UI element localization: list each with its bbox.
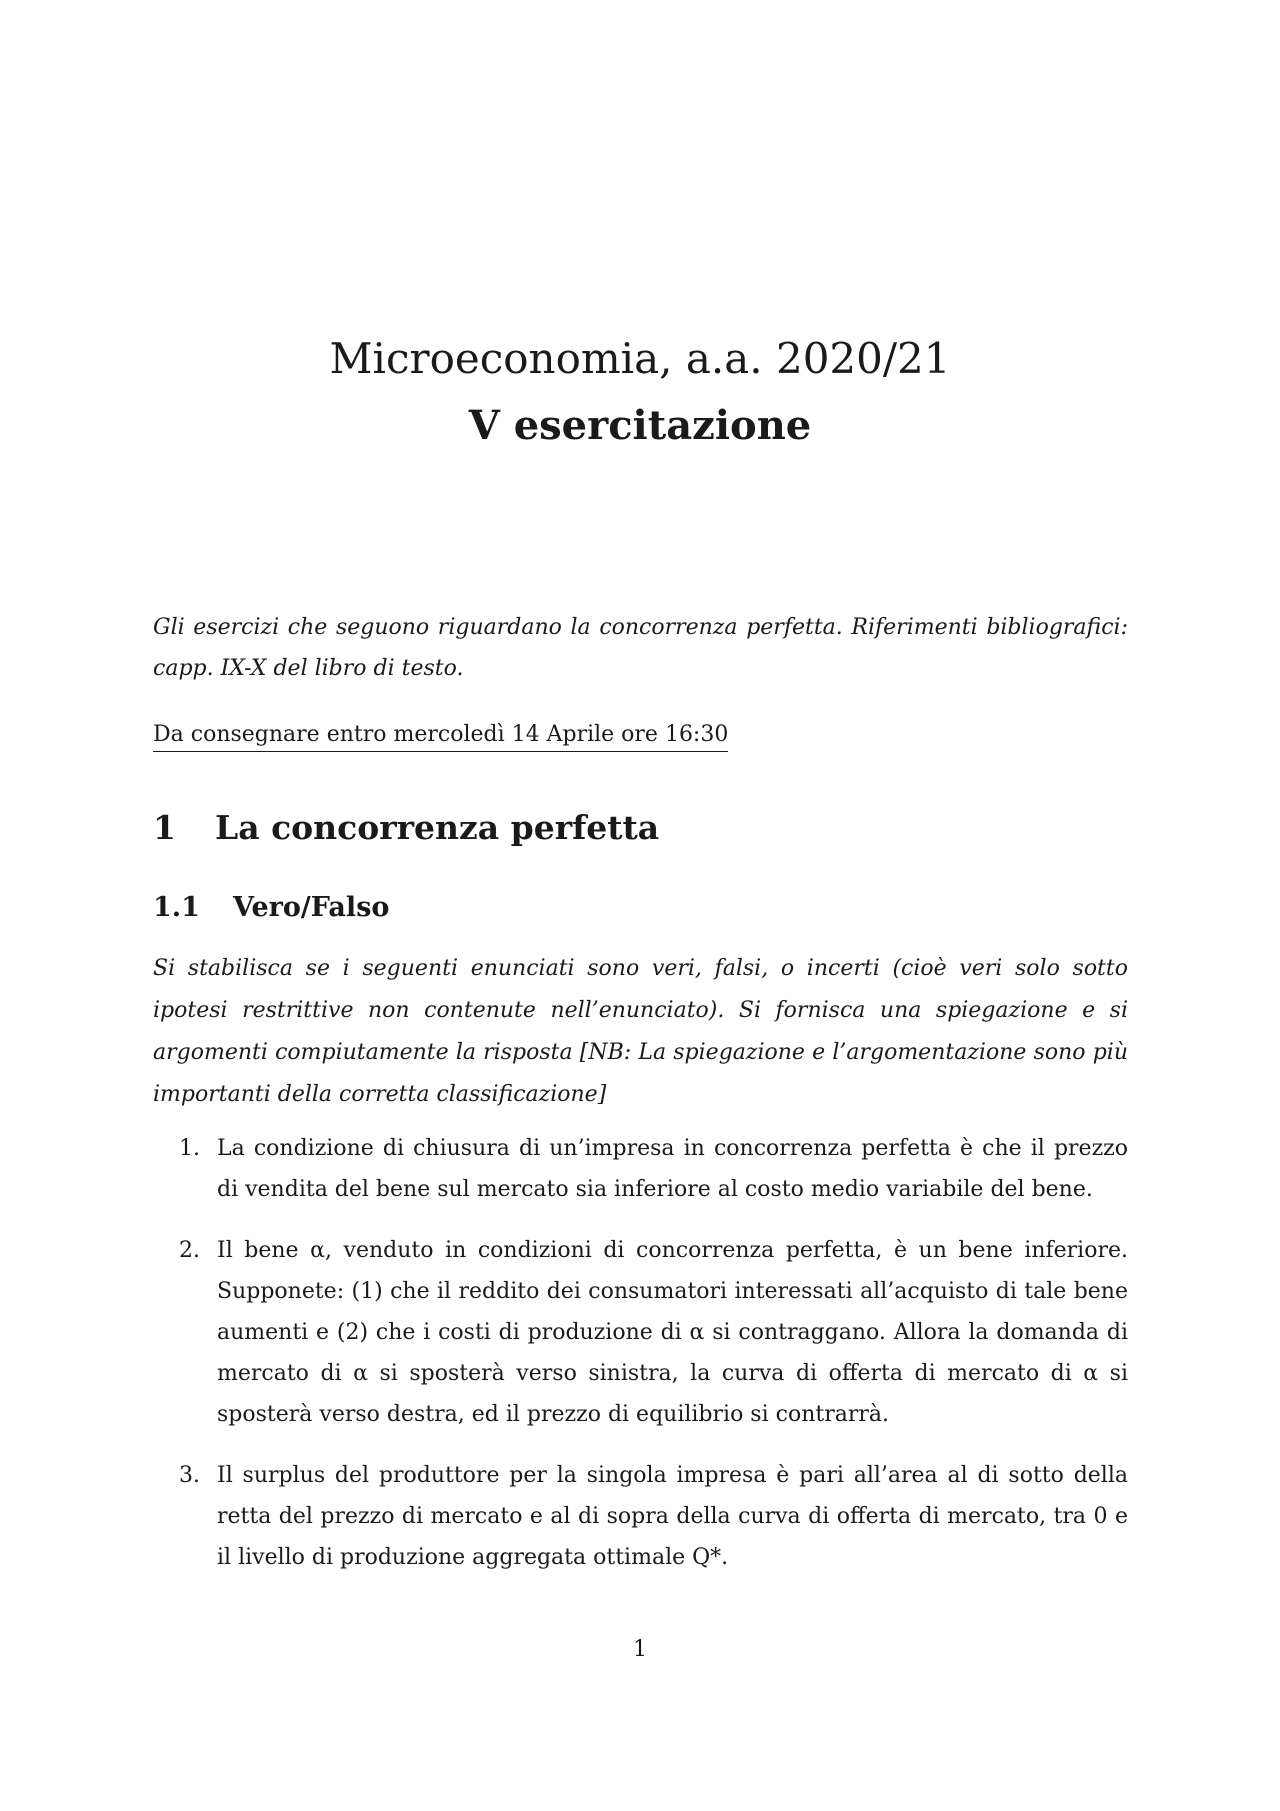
item-number: 2. bbox=[179, 1238, 200, 1263]
subsection-title: Vero/Falso bbox=[233, 892, 390, 923]
section-number: 1 bbox=[153, 808, 176, 847]
instructions-paragraph: Si stabilisca se i seguenti enunciati sono veri, falsi, o incerti (cioè veri solo sotto ipotesi restrittive non contenute nell’enunciato). Si fornisca una spiegazione e si argomenti compiutamente la risposta [NB: La spiegazione e l’argomentazione sono più importanti della corretta classificazione] bbox=[153, 956, 1128, 1107]
section-heading bbox=[153, 808, 659, 847]
deadline-note: Da consegnare entro mercoledì 14 Aprile ore 16:30 bbox=[153, 722, 728, 752]
list-item bbox=[153, 1455, 1128, 1578]
intro-paragraph: Gli esercizi che seguono riguardano la concorrenza perfetta. Riferimenti bibliografici: capp. IX-X del libro di testo. bbox=[153, 615, 1128, 681]
item-text: Il bene α, venduto in condizioni di concorrenza perfetta, è un bene inferiore. Supponete: (1) che il reddito dei consumatori interessati all’acquisto di tale bene aumenti e (2) che i costi di produzione di α si contraggano. Allora la domanda di mercato di α si sposterà verso sinistra, la curva di offerta di mercato di α si sposterà verso destra, ed il prezzo di equilibrio si contrarrà. bbox=[217, 1238, 1128, 1427]
exercise-title: V esercitazione bbox=[468, 402, 812, 449]
item-text: La condizione di chiusura di un’impresa in concorrenza perfetta è che il prezzo di vendita del bene sul mercato sia inferiore al costo medio variabile del bene. bbox=[217, 1136, 1128, 1202]
list-item bbox=[153, 1128, 1128, 1210]
subsection-heading bbox=[153, 892, 389, 923]
section-title: La concorrenza perfetta bbox=[215, 808, 660, 847]
page-number: 1 bbox=[633, 1637, 647, 1662]
item-text: Il surplus del produttore per la singola impresa è pari all’area al di sotto della retta del prezzo di mercato e al di sopra della curva di offerta di mercato, tra 0 e il livello di produzione aggregata ottimale Q*. bbox=[217, 1463, 1128, 1570]
list-item bbox=[153, 1230, 1128, 1435]
course-title: Microeconomia, a.a. 2020/21 bbox=[329, 334, 951, 383]
subsection-number: 1.1 bbox=[153, 892, 200, 923]
item-number: 3. bbox=[179, 1463, 200, 1488]
item-number: 1. bbox=[179, 1136, 200, 1161]
